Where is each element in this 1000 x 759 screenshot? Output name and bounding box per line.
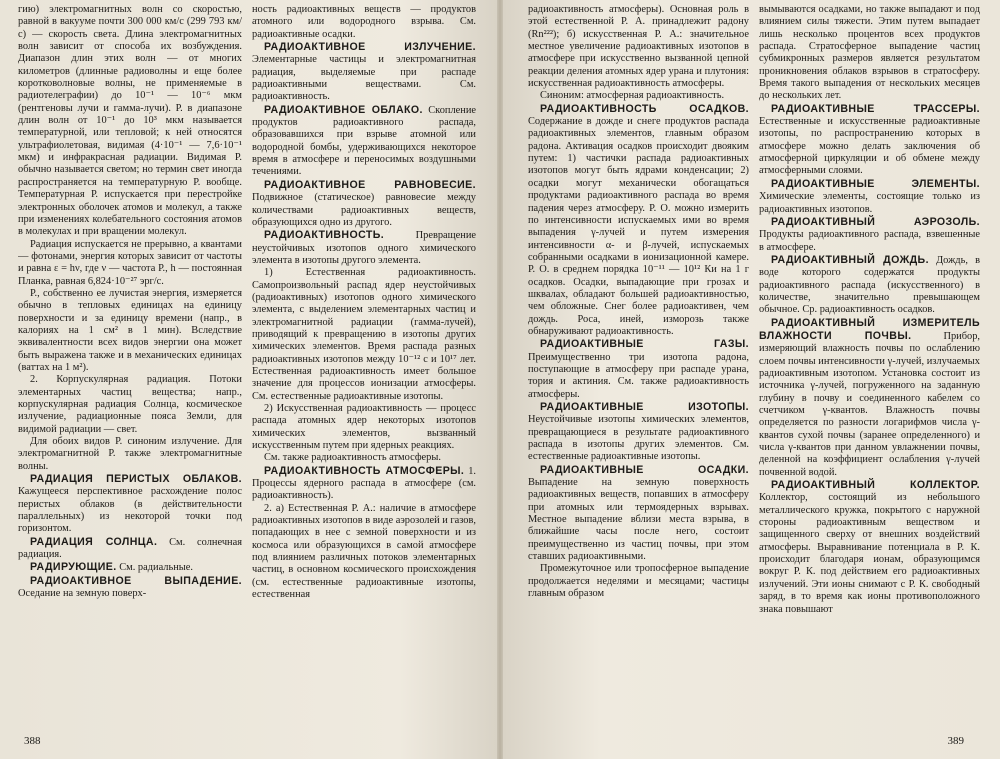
dictionary-entry [252,229,476,267]
dictionary-entry [528,338,749,401]
entry-definition: Неустойчивые изотопы химических элементов, превращающиеся в результате радиоактивного распада в изотопы других элементов. См. естественные радиоактивные изотопы. [528,414,749,463]
dictionary-entry [252,104,476,179]
entry-definition: 1. Процессы ядерного распада в атмосфере (см. радиоактивность). [252,465,476,502]
left-page-column-1 [18,4,242,725]
paragraph: См. также радиоактивность атмосферы. [264,452,441,464]
dictionary-entry [18,561,242,574]
dictionary-entry [528,103,749,339]
paragraph: Синоним: атмосферная радиоактивность. [540,90,725,102]
dictionary-entry [759,103,980,178]
entry-headword: РАДИОАКТИВНОЕ ОБЛАКО. [264,103,423,116]
entry-headword: РАДИОАКТИВНОСТЬ АТМОСФЕРЫ. [264,464,465,477]
entry-headword: РАДИОАКТИВНЫЕ ИЗОТОПЫ. [540,401,749,413]
entry-headword: РАДИАЦИЯ СОЛНЦА. [30,535,158,548]
book-gutter [497,0,503,759]
entry-definition: Выпадение на земную поверхность радиоактивных веществ, попавших в атмосферу при атомных или термоядерных взрывах. Местное выпадение вблизи места взрыва, в ближайшие часы после него, состоит преимущественно из частиц почвы, при этом ставших радиоактивными. [528,477,749,563]
paragraph: 2. Корпускулярная радиация. Потоки элементарных частиц вещества; напр., корпускулярная радиация Солнца, космическое излучение, радиационные пояса Земли, для видимой радиации — свет. [18,374,242,435]
paragraph: Радиация испускается не прерывно, а квантами — фотонами, энергия которых зависит от частоты и равна ε = hν, где ν — частота Р., h — постоянная Планка, равная 6,824·10⁻²⁷ эрг/с. [18,238,242,287]
entry-headword: РАДИРУЮЩИЕ. [30,561,117,574]
entry-definition: Содержание в дожде и снеге продуктов распада радиоактивных элементов, главным образом радона. Активация осадков происходит двояким путем: 1) частички распада радиоактивных изотопов могут быть ядрами конденсации; 2) осадки могут механически обогащаться продуктами радиоактивного распада во время падения через атмосферу. Р. О. можно измерить по интенсивности испускаемых ими во время выпадения γ-лучей и путем измерения интенсивности α- и β-лучей, испускаемых собранными осадками в ионизационной камере. Р. О. в среднем порядка 10⁻¹¹ — 10¹² Ки на 1 г осадков. Осадки, выпадающие при грозах и шквалах, обладают большей радиоактивностью, чем обложные. Снег более радиоактивен, чем дождь. Роса, иней, изморозь также обнаруживают радиоактивность. [528,116,749,337]
entry-definition: Химические элементы, состоящие только из радиоактивных изотопов. [759,191,980,215]
paragraph: Промежуточное или тропосферное выпадение продолжается неделями и месяцами; частицы главным образом [528,563,749,600]
entry-headword: РАДИОАКТИВНОСТЬ ОСАДКОВ. [540,102,749,115]
dictionary-entry [18,473,242,536]
paragraph: 2) Искусственная радиоактивность — процесс распада атомных ядер некоторых изотопов химических элементов, вызванный искусственным путем при ядерных реакциях. [252,403,476,452]
entry-definition: Коллектор, состоящий из небольшого металлического кружка, покрытого с наружной стороны радиоактивным веществом и защищенного сверху от внешних воздействий атмосферы. Выравнивание потенциала в Р. К. происходит благодаря ионам, образующимся вокруг Р. К. под действием его радиоактивных излучений. Эти ионы снимают с Р. К. свободный заряд, в то время как ионы противоположного знака повышают [759,492,980,615]
entry-headword: РАДИОАКТИВНЫЙ КОЛЛЕКТОР. [771,479,980,492]
entry-headword: РАДИОАКТИВНОЕ ВЫПАДЕНИЕ. [30,574,242,587]
entry-headword: РАДИОАКТИВНОСТЬ. [264,229,385,242]
dictionary-entry [252,465,476,503]
dictionary-entry [759,479,980,616]
entry-headword: РАДИОАКТИВНЫЕ ОСАДКИ. [540,463,749,476]
entry-headword: РАДИОАКТИВНОЕ ИЗЛУЧЕНИЕ. [264,41,476,54]
dictionary-entry [759,216,980,254]
page-number-right: 389 [947,735,964,747]
paragraph: 2. а) Естественная Р. А.: наличие в атмосфере радиоактивных изотопов в виде аэрозолей и газов, попадающих в нее с земной поверхности и из космоса или образующихся в самой атмосфере под влиянием различных потоков элементарных частиц, в основном космического происхождения (см. естественные радиоактивные изотопы, естественная [252,502,476,601]
entry-definition: Превращение неустойчивых изотопов одного химического элемента в изотопы другого элемента. [252,230,476,266]
dictionary-entry [759,254,980,317]
entry-headword: РАДИОАКТИВНЫЙ АЭРОЗОЛЬ. [771,215,980,228]
dictionary-entry [528,464,749,564]
dictionary-entry [528,401,749,464]
dictionary-entry [252,179,476,229]
entry-definition: Кажущееся перспективное расхождение полос перистых облаков (в действительности параллельных) из некоторой точки под горизонтом. [18,486,242,535]
entry-definition: Продукты радиоактивного распада, взвешенные в атмосфере. [759,229,980,253]
paragraph: Р., собственно ее лучистая энергия, измеряется обычно в тепловых единицах на единицу поверхности и за единицу времени (напр., в калориях на 1 см² в 1 мин). Вследствие эквивалентности всех видов энергии она может быть выражена также и в механических единицах (ваттах на 1 м²). [18,287,242,373]
page-number-left: 388 [24,735,41,747]
paragraph: гию) электромагнитных волн со скоростью, равной в вакууме почти 300 000 км/с (299 793 км/с) — скорость света. Длина электромагнитных волн зависит от способа их возбуждения. Диапазон длин этих волн — от многих километров (длинные радиоволны и еще более коротковолновые волны, не применяемые в радиотелеграфии) до 10⁻¹ — 10⁻⁶ мкм (рентгеновы лучи и гамма-лучи). Р. в диапазоне длин волн от 10⁻¹ до 10³ мкм называется температурной, или тепловой; к ней относятся ультрафиолетовая, видимая (4·10⁻¹ — 7,6·10⁻¹ мкм) и инфракрасная радиации. Видимая Р. обычно называется светом; но термин свет иногда распространяется на температурную Р. вообще. Температурная Р. испускается при перестройке электронных оболочек атомов и молекул, а также при изменениях колебательного состояния атомов в молекулах и при вращении молекул. [18,4,242,238]
right-page-column-1 [528,4,749,725]
entry-definition: Естественные и искусственные радиоактивные изотопы, по распространению которых в атмосфере можно делать заключения об атмосферной циркуляции и об обмене между атмосферными слоями. [759,116,980,177]
paragraph: Для обоих видов Р. синоним излучение. Для электромагнитной Р. также электромагнитные волны. [18,436,242,472]
paragraph: 1) Естественная радиоактивность. Самопроизвольный распад ядер неустойчивых (радиоактивных) изотопов одного химического элемента, с выделением элементарных частиц и электромагнитной радиации (гамма-лучей), приводящий к превращению в изотопы других химических элементов. Время распада разных радиоактивных изотопов между 10⁻¹² с и 10¹⁷ лет. Естественная радиоактивность имеет большое значение для процессов ионизации атмосферы. См. естественные радиоактивные изотопы. [252,267,476,402]
dictionary-entry [18,536,242,562]
paragraph: ность радиоактивных веществ — продуктов атомного или водородного взрыва. См. радиоактивные осадки. [252,4,476,40]
entry-definition: Прибор, измеряющий влажность почвы по ослаблению слоем почвы интенсивности γ-лучей, излучаемых радиоактивным изотопом. Установка состоит из источника γ-лучей, погруженного на заданную глубину в почву и соединенного кабелем со счетчиком γ-квантов. Влажность почвы определяется по разности логарифмов числа γ-квантов сухой почвы (заранее определенного) и числа γ-квантов при данном увлажнении почвы, деленной на коэффициент ослабления γ-лучей почвенной водой. [759,330,980,478]
dictionary-entry [18,575,242,601]
paragraph: радиоактивность атмосферы). Основная роль в этой естественной Р. А. принадлежит радону (Rn²²²); б) искусственная Р. А.: значительное местное увеличение радиоактивных изотопов в атмосфере при искусственно вызванной цепной реакции деления атомных ядер урана и плутония: искусственная радиоактивность атмосферы. [528,4,749,90]
entry-headword: РАДИОАКТИВНЫЕ ГАЗЫ. [540,338,749,351]
entry-definition: Дождь, в воде которого содержатся продукты радиоактивного распада (искусственного) в количестве, значительно превышающем обычное. Ср. радиоактивность осадков. [759,254,980,316]
entry-headword: РАДИОАКТИВНЫЙ ИЗМЕРИТЕЛЬ ВЛАЖНОСТИ ПОЧВЫ. [759,316,980,342]
paragraph: вымываются осадками, но также выпадают и под влиянием силы тяжести. Этим путем выпадает лишь несколько процентов всех продуктов распада. Стратосферное выпадение частиц субмикронных размеров является результатом проникновения облаков взрывов в стратосферу. Время такого выпадения от нескольких месяцев до нескольких лет. [759,4,980,102]
entry-definition: См. солнечная радиация. [18,536,242,561]
entry-headword: РАДИОАКТИВНЫЙ ДОЖДЬ. [771,253,929,266]
entry-headword: РАДИОАКТИВНОЕ РАВНОВЕСИЕ. [264,178,476,191]
entry-definition: Оседание на земную поверх- [18,588,147,600]
entry-definition: Элементарные частицы и электромагнитная радиация, выделяемые при распаде радиоактивными веществами. См. радиоактивность. [252,54,476,103]
left-page-column-2 [252,4,476,725]
entry-headword: РАДИАЦИЯ ПЕРИСТЫХ ОБЛАКОВ. [30,473,242,486]
right-page-column-2 [759,4,980,725]
right-page [500,0,1000,759]
entry-definition: Преимущественно три изотопа радона, поступающие в атмосферу при распаде урана, тория и актиния. См. также радиоактивность атмосферы. [528,351,749,400]
entry-headword: РАДИОАКТИВНЫЕ ЭЛЕМЕНТЫ. [771,177,980,190]
dictionary-entry [759,317,980,479]
dictionary-entry [252,41,476,104]
entry-headword: РАДИОАКТИВНЫЕ ТРАССЕРЫ. [771,102,980,115]
dictionary-entry [759,178,980,216]
entry-definition: См. радиальные. [116,562,193,574]
entry-definition: Скопление продуктов радиоактивного распада, образовавшихся при взрыве атомной или водородной бомбы, удерживающихся некоторое время в атмосфере и переносимых воздушными течениями. [252,104,476,178]
entry-definition: Подвижное (статическое) равновесие между количествами радиоактивных веществ, образующихся одно из другого. [252,192,476,228]
